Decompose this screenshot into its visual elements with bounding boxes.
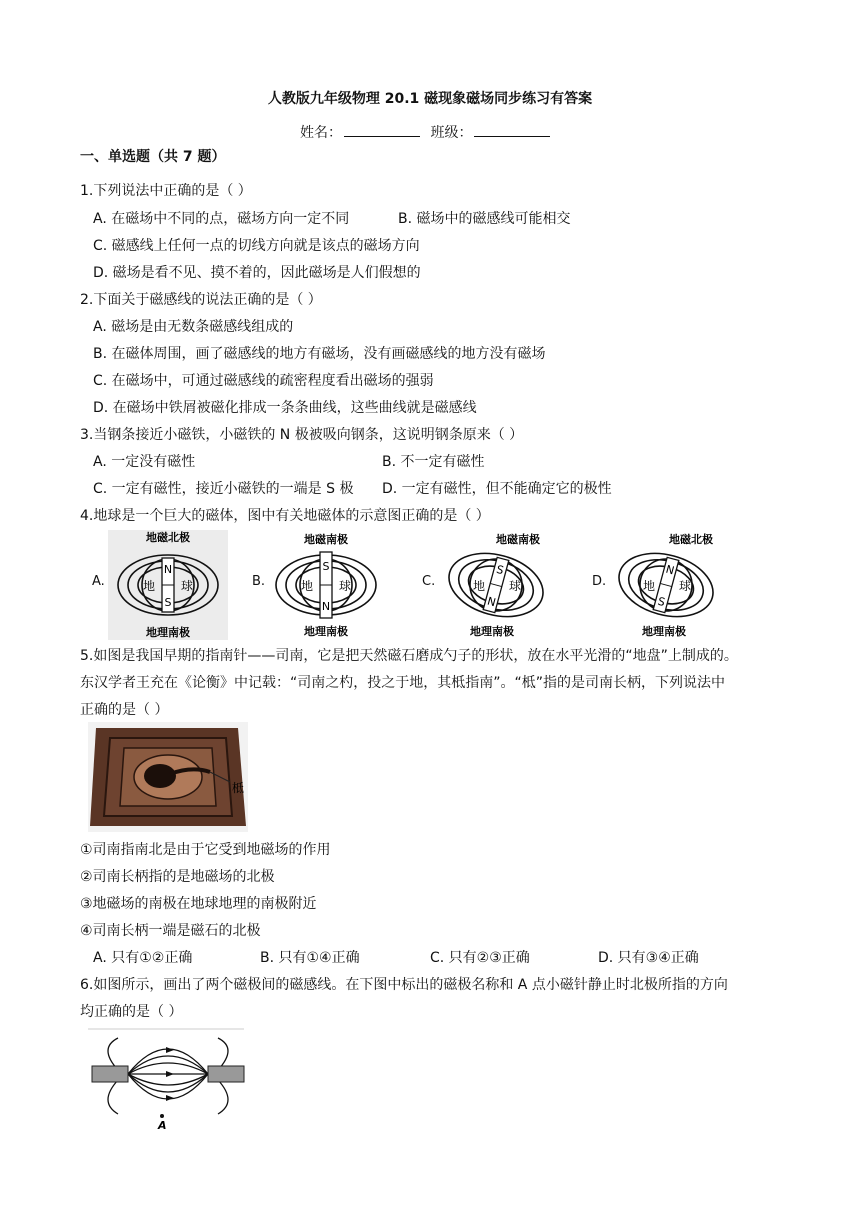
q4-d-right: 球 xyxy=(678,579,692,593)
q4-a-right: 球 xyxy=(180,579,194,593)
q5-option-a[interactable]: A. 只有①②正确 xyxy=(93,950,193,966)
q5-statement-4: ④司南长柄一端是磁石的北极 xyxy=(80,923,261,939)
q5-option-d[interactable]: D. 只有③④正确 xyxy=(598,950,699,966)
student-info-line xyxy=(300,122,556,142)
q4-b-left: 地 xyxy=(300,579,314,593)
q4-option-a[interactable] xyxy=(90,528,230,642)
q1-option-c[interactable]: C. 磁感线上任何一点的切线方向就是该点的磁场方向 xyxy=(93,238,420,254)
q6-stem-line2: 均正确的是（ ） xyxy=(80,1004,183,1020)
q1-option-b[interactable]: B. 磁场中的磁感线可能相交 xyxy=(398,211,571,227)
q2-option-b[interactable]: B. 在磁体周围，画了磁感线的地方有磁场，没有画磁感线的地方没有磁场 xyxy=(93,346,546,362)
q4-option-d[interactable] xyxy=(590,528,730,642)
q5-stem-line2: 东汉学者王充在《论衡》中记载：“司南之杓，投之于地，其柢指南”。“柢”指的是司南长柄，下列说法中 xyxy=(80,675,726,691)
q4-c-left: 地 xyxy=(472,579,486,593)
q3-option-d[interactable]: D. 一定有磁性，但不能确定它的极性 xyxy=(382,481,612,497)
name-label: 姓名： xyxy=(300,125,342,141)
q4-c-bottom-label: 地理南极 xyxy=(470,625,514,638)
q4-a-diagram xyxy=(108,528,228,642)
q2-option-a[interactable]: A. 磁场是由无数条磁感线组成的 xyxy=(93,319,294,335)
section-heading: 一、单选题（共 7 题） xyxy=(80,149,226,165)
q3-option-c[interactable]: C. 一定有磁性，接近小磁铁的一端是 S 极 xyxy=(93,481,354,497)
magnetic-field-diagram xyxy=(88,1028,248,1130)
class-blank[interactable] xyxy=(474,122,550,137)
q4-b-pole-top: S xyxy=(322,560,330,573)
q4-b-diagram xyxy=(266,528,386,642)
q2-option-c[interactable]: C. 在磁场中，可通过磁感线的疏密程度看出磁场的强弱 xyxy=(93,373,434,389)
q4-d-pole-bottom: S xyxy=(656,594,667,610)
q5-option-c[interactable]: C. 只有②③正确 xyxy=(430,950,530,966)
q4-a-top-label: 地磁北极 xyxy=(146,531,190,544)
q3-option-b[interactable]: B. 不一定有磁性 xyxy=(382,454,485,470)
q4-a-letter: A. xyxy=(92,574,105,589)
q4-a-left: 地 xyxy=(142,579,156,593)
q5-statement-2: ②司南长柄指的是地磁场的北极 xyxy=(80,869,275,885)
q1-stem: 1.下列说法中正确的是（ ） xyxy=(80,183,252,199)
q4-a-bottom-label: 地理南极 xyxy=(146,626,190,639)
q4-b-pole-bottom: N xyxy=(321,600,331,613)
q4-a-pole-top: N xyxy=(163,563,173,576)
q4-d-diagram xyxy=(606,528,736,642)
q4-option-c[interactable] xyxy=(420,528,560,642)
q4-c-pole-top: S xyxy=(494,562,506,578)
q4-c-diagram xyxy=(436,528,566,642)
q4-d-bottom-label: 地理南极 xyxy=(642,625,686,638)
q4-c-pole-bottom: N xyxy=(485,594,498,610)
q4-figures xyxy=(90,528,830,642)
page-title: 人教版九年级物理 20.1 磁现象磁场同步练习有答案 xyxy=(267,91,593,107)
q4-stem: 4.地球是一个巨大的磁体，图中有关地磁体的示意图正确的是（ ） xyxy=(80,508,490,524)
q3-stem: 3.当钢条接近小磁铁，小磁铁的 N 极被吸向钢条，这说明钢条原来（ ） xyxy=(80,427,524,443)
q4-a-pole-bottom: S xyxy=(164,596,172,609)
q4-d-letter: D. xyxy=(592,574,607,589)
q4-c-right: 球 xyxy=(508,579,522,593)
q4-c-top-label: 地磁南极 xyxy=(496,533,540,546)
q3-option-a[interactable]: A. 一定没有磁性 xyxy=(93,454,196,470)
q6-stem-line1: 6.如图所示，画出了两个磁极间的磁感线。在下图中标出的磁极名称和 A 点小磁针静止时北极所指的方向 xyxy=(80,977,728,993)
q4-option-b[interactable] xyxy=(250,528,390,642)
q4-b-bottom-label: 地理南极 xyxy=(304,625,348,638)
q4-d-left: 地 xyxy=(642,579,656,593)
q5-stem-line1: 5.如图是我国早期的指南针——司南，它是把天然磁石磨成勺子的形状，放在水平光滑的“地盘”上制成的。 xyxy=(80,648,738,664)
q5-statement-1: ①司南指南北是由于它受到地磁场的作用 xyxy=(80,842,331,858)
q5-stem-line3: 正确的是（ ） xyxy=(80,702,169,718)
name-blank[interactable] xyxy=(344,122,420,137)
q4-c-letter: C. xyxy=(422,574,436,589)
q2-option-d[interactable]: D. 在磁场中铁屑被磁化排成一条条曲线，这些曲线就是磁感线 xyxy=(93,400,477,416)
q4-b-letter: B. xyxy=(252,574,266,589)
q4-d-pole-top: N xyxy=(664,562,676,578)
sinan-compass-image xyxy=(88,722,248,832)
q1-option-d[interactable]: D. 磁场是看不见、摸不着的，因此磁场是人们假想的 xyxy=(93,265,421,281)
q5-statement-3: ③地磁场的南极在地球地理的南极附近 xyxy=(80,896,317,912)
q1-option-a[interactable]: A. 在磁场中不同的点，磁场方向一定不同 xyxy=(93,211,350,227)
sinan-handle-label: 柢 xyxy=(232,781,245,795)
point-a-label: A xyxy=(158,1119,167,1130)
q4-d-top-label: 地磁北极 xyxy=(669,533,713,546)
q4-b-top-label: 地磁南极 xyxy=(304,533,348,546)
q4-b-right: 球 xyxy=(338,579,352,593)
class-label: 班级： xyxy=(430,125,473,141)
q5-option-b[interactable]: B. 只有①④正确 xyxy=(260,950,360,966)
q2-stem: 2.下面关于磁感线的说法正确的是（ ） xyxy=(80,292,322,308)
